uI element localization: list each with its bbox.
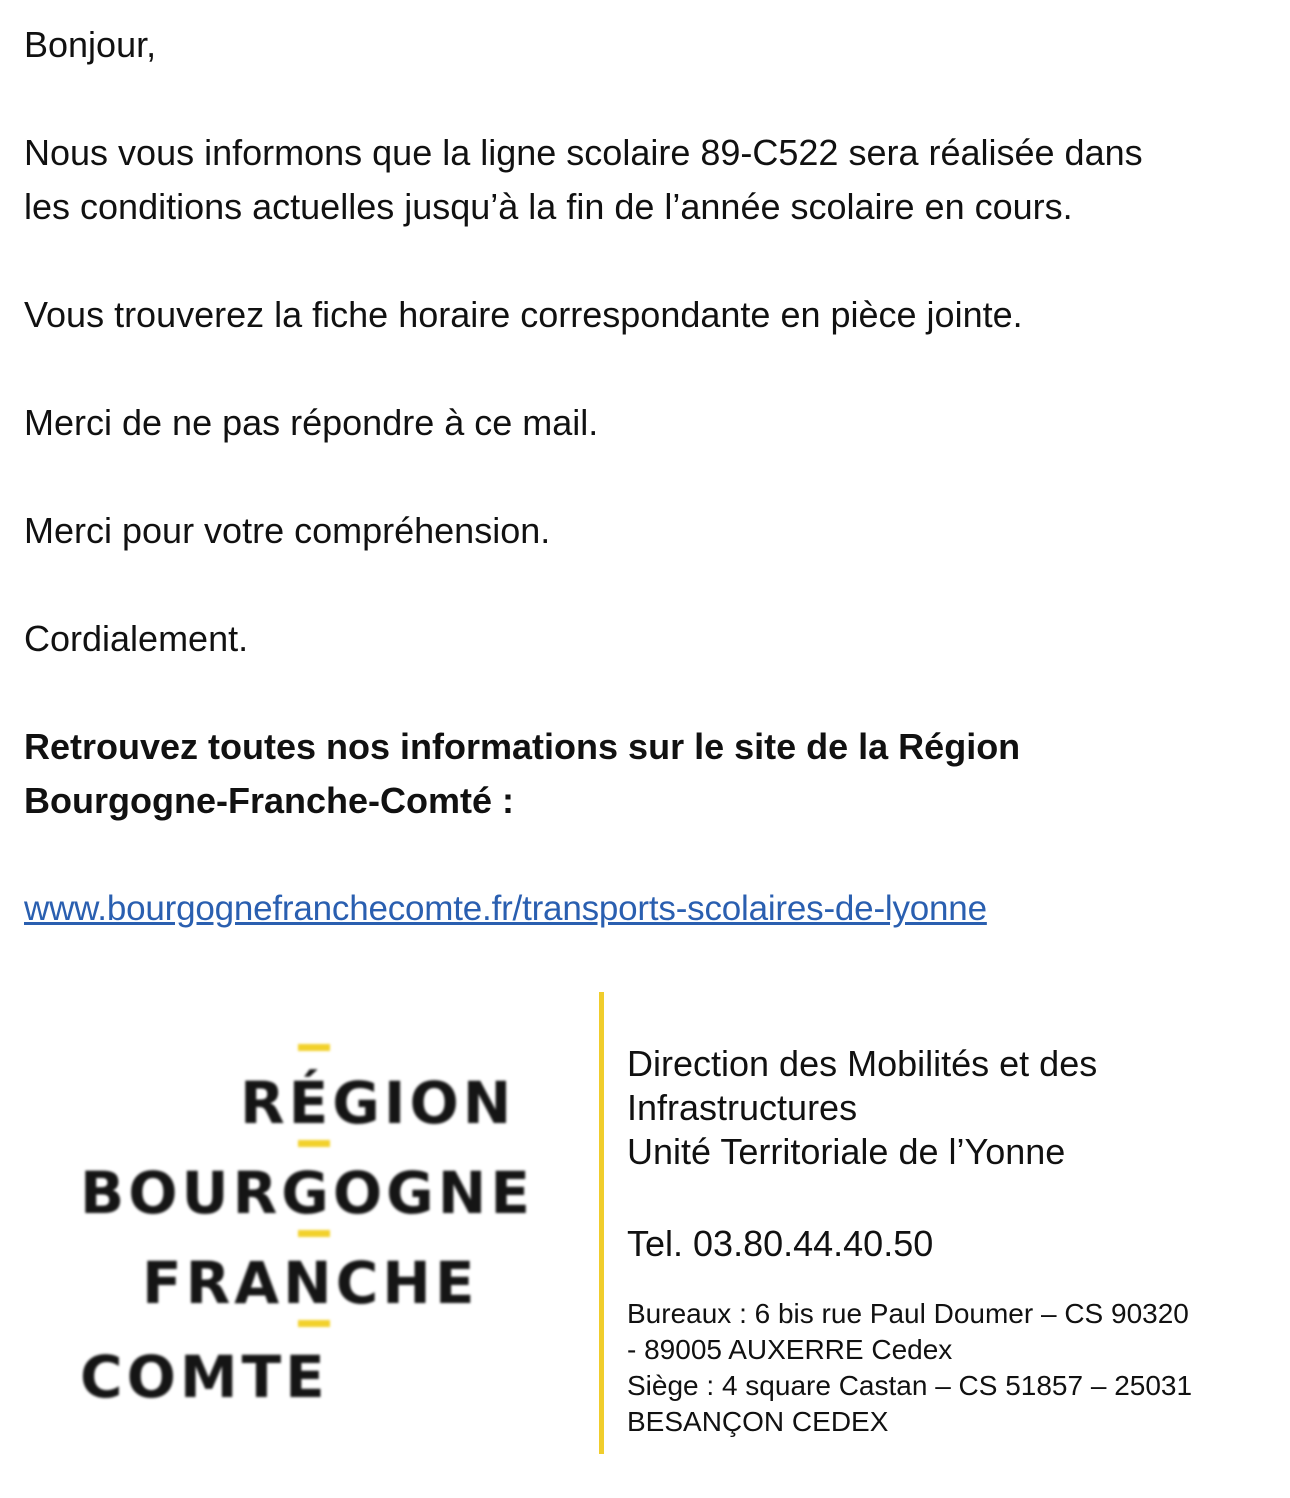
logo-accent-dash	[298, 1320, 330, 1327]
email-signature	[0, 992, 1290, 1462]
thanks-note: Merci pour votre compréhension.	[24, 510, 551, 551]
notice-paragraph: Nous vous informons que la ligne scolaire 89-C522 sera réalisée dans les conditions actuelles jusqu’à la fin de l’année scolaire en cours.	[24, 132, 1143, 227]
office-address: Bureaux : 6 bis rue Paul Doumer – CS 90320 - 89005 AUXERRE Cedex	[627, 1298, 1189, 1365]
website-intro: Retrouvez toutes nos informations sur le site de la Région Bourgogne-Franche-Comté :	[24, 726, 1021, 821]
unit-name: Unité Territoriale de l’Yonne	[627, 1131, 1066, 1172]
attachment-note: Vous trouverez la fiche horaire correspondante en pièce jointe.	[24, 294, 1023, 335]
logo-line-region: RÉGION	[240, 1069, 516, 1137]
logo-line-franche: FRANCHE	[142, 1249, 479, 1317]
logo-line-comte: COMTE	[80, 1343, 329, 1411]
logo-accent-dash	[298, 1230, 330, 1237]
website-link[interactable]: www.bourgognefranchecomte.fr/transports-scolaires-de-lyonne	[24, 889, 987, 928]
logo-accent-dash	[298, 1044, 330, 1051]
phone-number: Tel. 03.80.44.40.50	[627, 1223, 934, 1264]
signature-divider	[599, 992, 604, 1454]
department-name: Direction des Mobilités et des Infrastructures	[627, 1043, 1098, 1128]
email-body	[24, 18, 1264, 936]
contact-block	[627, 1042, 1267, 1440]
region-logo	[80, 1032, 560, 1411]
logo-line-bourgogne: BOURGOGNE	[80, 1159, 534, 1227]
greeting: Bonjour,	[24, 24, 157, 65]
headquarters-address: Siège : 4 square Castan – CS 51857 – 25031 BESANÇON CEDEX	[627, 1370, 1193, 1437]
sign-off: Cordialement.	[24, 618, 249, 659]
logo-accent-dash	[298, 1140, 330, 1147]
no-reply-note: Merci de ne pas répondre à ce mail.	[24, 402, 599, 443]
